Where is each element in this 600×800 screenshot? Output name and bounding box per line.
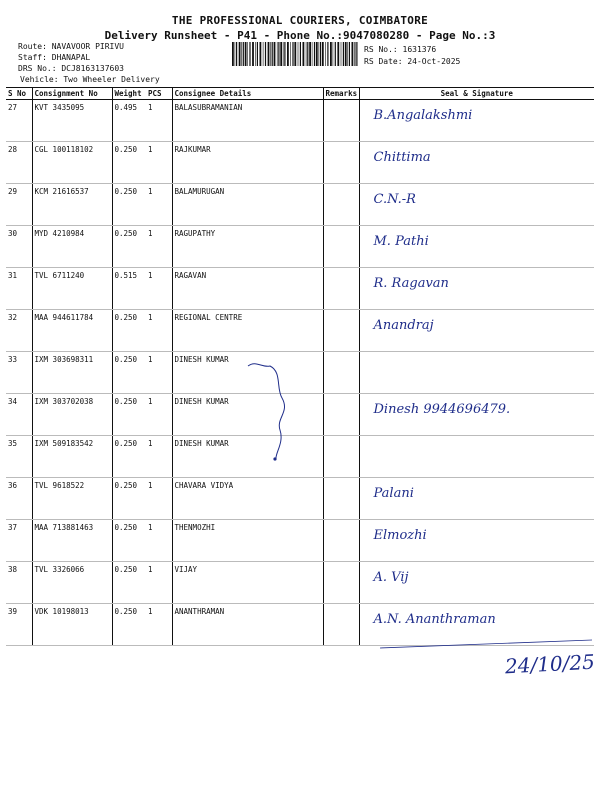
cell-consignee: DINESH KUMAR — [172, 436, 323, 478]
cell-consignment: TVL 9618522 — [32, 478, 112, 520]
handwritten-signature: Elmozhi — [373, 528, 427, 543]
cell-consignee: BALASUBRAMANIAN — [172, 100, 323, 142]
cell-sno: 33 — [6, 352, 32, 394]
cell-consignee: RAGAVAN — [172, 268, 323, 310]
cell-weight: 0.250 — [112, 394, 146, 436]
cell-pcs: 1 — [146, 268, 172, 310]
handwritten-signature: R. Ragavan — [373, 276, 449, 291]
cell-pcs: 1 — [146, 352, 172, 394]
cell-pcs: 1 — [146, 100, 172, 142]
cell-consignee: ANANTHRAMAN — [172, 604, 323, 646]
col-sno: S No — [6, 88, 32, 100]
col-seal-signature: Seal & Signature — [359, 88, 594, 100]
cell-weight: 0.250 — [112, 226, 146, 268]
cell-consignment: VDK 10198013 — [32, 604, 112, 646]
cell-consignment: KVT 3435095 — [32, 100, 112, 142]
cell-sno: 39 — [6, 604, 32, 646]
cell-consignment: CGL 100118102 — [32, 142, 112, 184]
cell-weight: 0.250 — [112, 604, 146, 646]
cell-consignee: VIJAY — [172, 562, 323, 604]
cell-sno: 29 — [6, 184, 32, 226]
rs-date: RS Date: 24-Oct-2025 — [364, 57, 461, 66]
cell-weight: 0.250 — [112, 562, 146, 604]
cell-sno: 32 — [6, 310, 32, 352]
handwritten-signature: A.N. Ananthraman — [373, 612, 496, 627]
company-title: THE PROFESSIONAL COURIERS, COIMBATORE — [171, 14, 429, 27]
cell-pcs: 1 — [146, 478, 172, 520]
handwritten-signature: Dinesh 9944696479. — [373, 402, 511, 417]
handwritten-signature: Anandraj — [373, 318, 434, 333]
cell-sno: 30 — [6, 226, 32, 268]
cell-consignment: IXM 303702038 — [32, 394, 112, 436]
cell-weight: 0.250 — [112, 352, 146, 394]
staff-label: Staff: DHANAPAL — [18, 53, 91, 62]
cell-consignment: TVL 6711240 — [32, 268, 112, 310]
cell-pcs: 1 — [146, 394, 172, 436]
cell-pcs: 1 — [146, 436, 172, 478]
cell-consignment: IXM 303698311 — [32, 352, 112, 394]
handwritten-signature: Palani — [373, 486, 414, 501]
cell-consignment: MAA 944611784 — [32, 310, 112, 352]
route-label: Route: NAVAVOOR PIRIVU — [18, 42, 124, 51]
col-consignee: Consignee Details — [172, 88, 323, 100]
cell-weight: 0.250 — [112, 436, 146, 478]
cell-consignee: THENMOZHI — [172, 520, 323, 562]
cell-pcs: 1 — [146, 310, 172, 352]
vehicle-label: Vehicle: Two Wheeler Delivery — [20, 75, 160, 84]
cell-sno: 38 — [6, 562, 32, 604]
handwritten-signature: Chittima — [373, 150, 431, 165]
cell-pcs: 1 — [146, 226, 172, 268]
cell-consignee: RAGUPATHY — [172, 226, 323, 268]
cell-weight: 0.250 — [112, 184, 146, 226]
cell-pcs: 1 — [146, 142, 172, 184]
cell-pcs: 1 — [146, 184, 172, 226]
cell-consignee: CHAVARA VIDYA — [172, 478, 323, 520]
drs-number: DRS No.: DCJ8163137603 — [18, 64, 124, 73]
handwritten-signature: A. Vij — [373, 570, 409, 585]
handwritten-signature: B.Angalakshmi — [373, 108, 473, 123]
cell-pcs: 1 — [146, 562, 172, 604]
cell-consignee: BALAMURUGAN — [172, 184, 323, 226]
col-weight: Weight — [112, 88, 146, 100]
cell-weight: 0.250 — [112, 142, 146, 184]
col-remarks: Remarks — [323, 88, 359, 100]
col-consignment: Consignment No — [32, 88, 112, 100]
cell-sno: 34 — [6, 394, 32, 436]
cell-sno: 36 — [6, 478, 32, 520]
handwritten-date: 24/10/25 — [504, 649, 596, 679]
cell-weight: 0.250 — [112, 478, 146, 520]
cell-sno: 31 — [6, 268, 32, 310]
cell-sno: 35 — [6, 436, 32, 478]
col-pcs: PCS — [146, 88, 172, 100]
cell-sno: 28 — [6, 142, 32, 184]
cell-pcs: 1 — [146, 604, 172, 646]
cell-consignment: MYD 4210984 — [32, 226, 112, 268]
cell-sno: 27 — [6, 100, 32, 142]
cell-consignment: KCM 21616537 — [32, 184, 112, 226]
rs-number: RS No.: 1631376 — [364, 45, 437, 54]
handwritten-signature: M. Pathi — [373, 234, 429, 249]
cell-weight: 0.250 — [112, 310, 146, 352]
cell-pcs: 1 — [146, 520, 172, 562]
cell-consignment: IXM 509183542 — [32, 436, 112, 478]
cell-consignment: TVL 3326066 — [32, 562, 112, 604]
cell-consignee: RAJKUMAR — [172, 142, 323, 184]
cell-sno: 37 — [6, 520, 32, 562]
cell-weight: 0.515 — [112, 268, 146, 310]
cell-consignee: REGIONAL CENTRE — [172, 310, 323, 352]
cell-consignee: DINESH KUMAR — [172, 394, 323, 436]
cell-consignment: MAA 713881463 — [32, 520, 112, 562]
cell-weight: 0.250 — [112, 520, 146, 562]
handwritten-signature: C.N.-R — [373, 192, 416, 207]
cell-consignee: DINESH KUMAR — [172, 352, 323, 394]
cell-weight: 0.495 — [112, 100, 146, 142]
runsheet-subtitle: Delivery Runsheet - P41 - Phone No.:9047080280 - Page No.:3 — [104, 29, 496, 42]
